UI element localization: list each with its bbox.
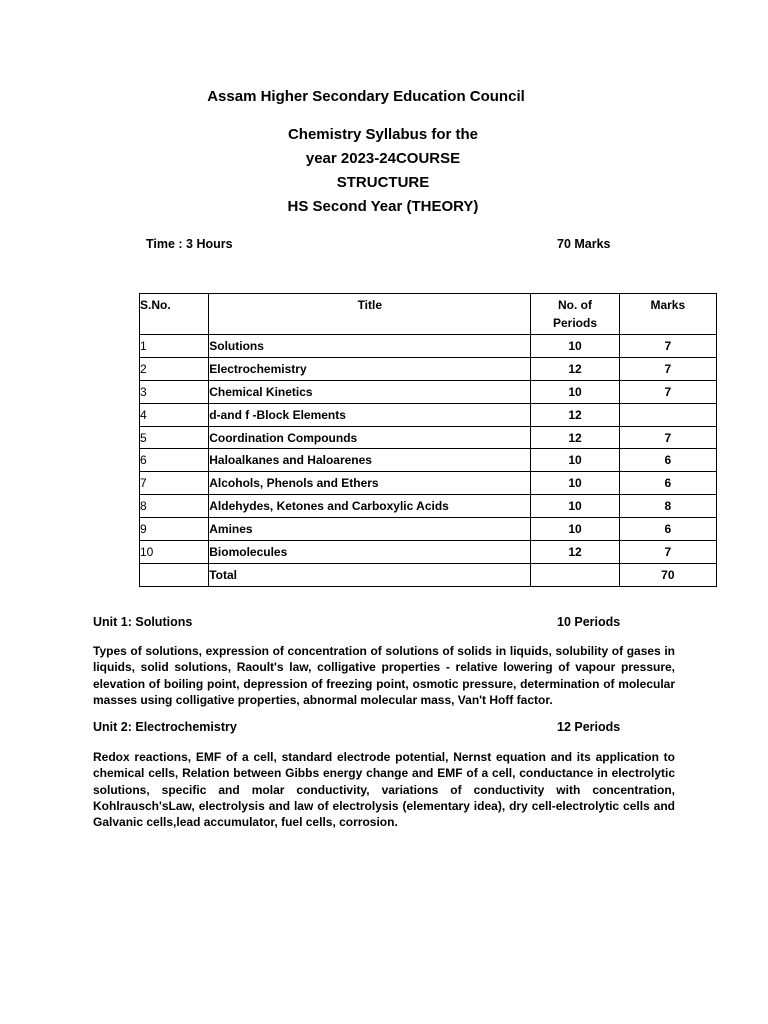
row-title: Coordination Compounds [209, 426, 531, 449]
row-sno: 1 [140, 335, 209, 358]
table-row [140, 403, 717, 426]
header-periods [531, 294, 619, 335]
row-periods: 12 [531, 357, 619, 380]
exam-marks: 70 Marks [557, 237, 611, 251]
table-row [140, 380, 717, 403]
row-sno: 5 [140, 426, 209, 449]
row-marks: 7 [619, 541, 716, 564]
table-row [140, 335, 717, 358]
row-title: Solutions [209, 335, 531, 358]
header-periods-line1: No. of [557, 298, 592, 312]
row-periods: 10 [531, 472, 619, 495]
unit1-heading: Unit 1: Solutions [93, 615, 193, 629]
total-marks: 70 [619, 563, 716, 586]
table-row [140, 472, 717, 495]
table-row [140, 541, 717, 564]
total-sno [140, 563, 209, 586]
row-title: Electrochemistry [209, 357, 531, 380]
total-label: Total [209, 563, 531, 586]
table-row [140, 495, 717, 518]
title-line: Chemistry Syllabus for the [287, 126, 479, 143]
total-row [140, 563, 717, 586]
table-row [140, 357, 717, 380]
row-marks [619, 403, 716, 426]
row-title: d-and f -Block Elements [209, 403, 531, 426]
row-marks: 7 [619, 426, 716, 449]
row-periods: 12 [531, 541, 619, 564]
table-row [140, 449, 717, 472]
row-periods: 12 [531, 403, 619, 426]
table-row [140, 426, 717, 449]
row-sno: 6 [140, 449, 209, 472]
header-title: Title [209, 294, 531, 335]
title-line: year 2023-24COURSE [305, 150, 461, 167]
row-sno: 7 [140, 472, 209, 495]
row-periods: 10 [531, 495, 619, 518]
row-title: Haloalkanes and Haloarenes [209, 449, 531, 472]
row-title: Amines [209, 518, 531, 541]
unit2-heading: Unit 2: Electrochemistry [93, 720, 237, 734]
row-periods: 10 [531, 518, 619, 541]
row-sno: 4 [140, 403, 209, 426]
row-title: Biomolecules [209, 541, 531, 564]
unit2-periods: 12 Periods [557, 720, 621, 734]
total-periods [531, 563, 619, 586]
header-periods-line2: Periods [552, 316, 597, 330]
header-marks: Marks [619, 294, 716, 335]
row-marks: 7 [619, 357, 716, 380]
row-marks: 7 [619, 380, 716, 403]
row-periods: 12 [531, 426, 619, 449]
row-periods: 10 [531, 380, 619, 403]
syllabus-title [200, 123, 566, 219]
row-sno: 8 [140, 495, 209, 518]
unit2-description: Redox reactions, EMF of a cell, standard electrode potential, Nernst equation and its application to chemical cells, Relation between Gibbs energy change and EMF of a cell, conductance in electrolytic solutions, specific and molar conductivity, variations of conductivity with concentration, Kohlrausch'sLaw, electrolysis and law of electrolysis (elementary idea), dry cell-electrolytic cells and Galvanic cells,lead accumulator, fuel cells, corrosion. [93, 750, 675, 830]
row-marks: 6 [619, 518, 716, 541]
title-line: STRUCTURE [336, 174, 430, 191]
council-name: Assam Higher Secondary Education Council [207, 88, 525, 105]
header-sno: S.No. [140, 294, 209, 335]
row-marks: 6 [619, 449, 716, 472]
row-title: Aldehydes, Ketones and Carboxylic Acids [209, 495, 531, 518]
unit1-periods: 10 Periods [557, 615, 621, 629]
row-title: Alcohols, Phenols and Ethers [209, 472, 531, 495]
row-sno: 2 [140, 357, 209, 380]
row-periods: 10 [531, 335, 619, 358]
exam-time: Time : 3 Hours [146, 237, 233, 251]
row-marks: 6 [619, 472, 716, 495]
course-structure-table [139, 293, 717, 587]
unit1-description: Types of solutions, expression of concentration of solutions of solids in liquids, solubility of gases in liquids, solid solutions, Raoult's law, colligative properties - relative lowering of vapour pressure, elevation of boiling point, depression of freezing point, osmotic pressure, determination of molecular masses using colligative properties, abnormal molecular mass, Van't Hoff factor. [93, 644, 675, 707]
row-title: Chemical Kinetics [209, 380, 531, 403]
row-sno: 9 [140, 518, 209, 541]
row-marks: 8 [619, 495, 716, 518]
table-header-row [140, 294, 717, 335]
row-sno: 3 [140, 380, 209, 403]
row-sno: 10 [140, 541, 209, 564]
row-periods: 10 [531, 449, 619, 472]
title-line: HS Second Year (THEORY) [287, 198, 479, 215]
row-marks: 7 [619, 335, 716, 358]
table-row [140, 518, 717, 541]
